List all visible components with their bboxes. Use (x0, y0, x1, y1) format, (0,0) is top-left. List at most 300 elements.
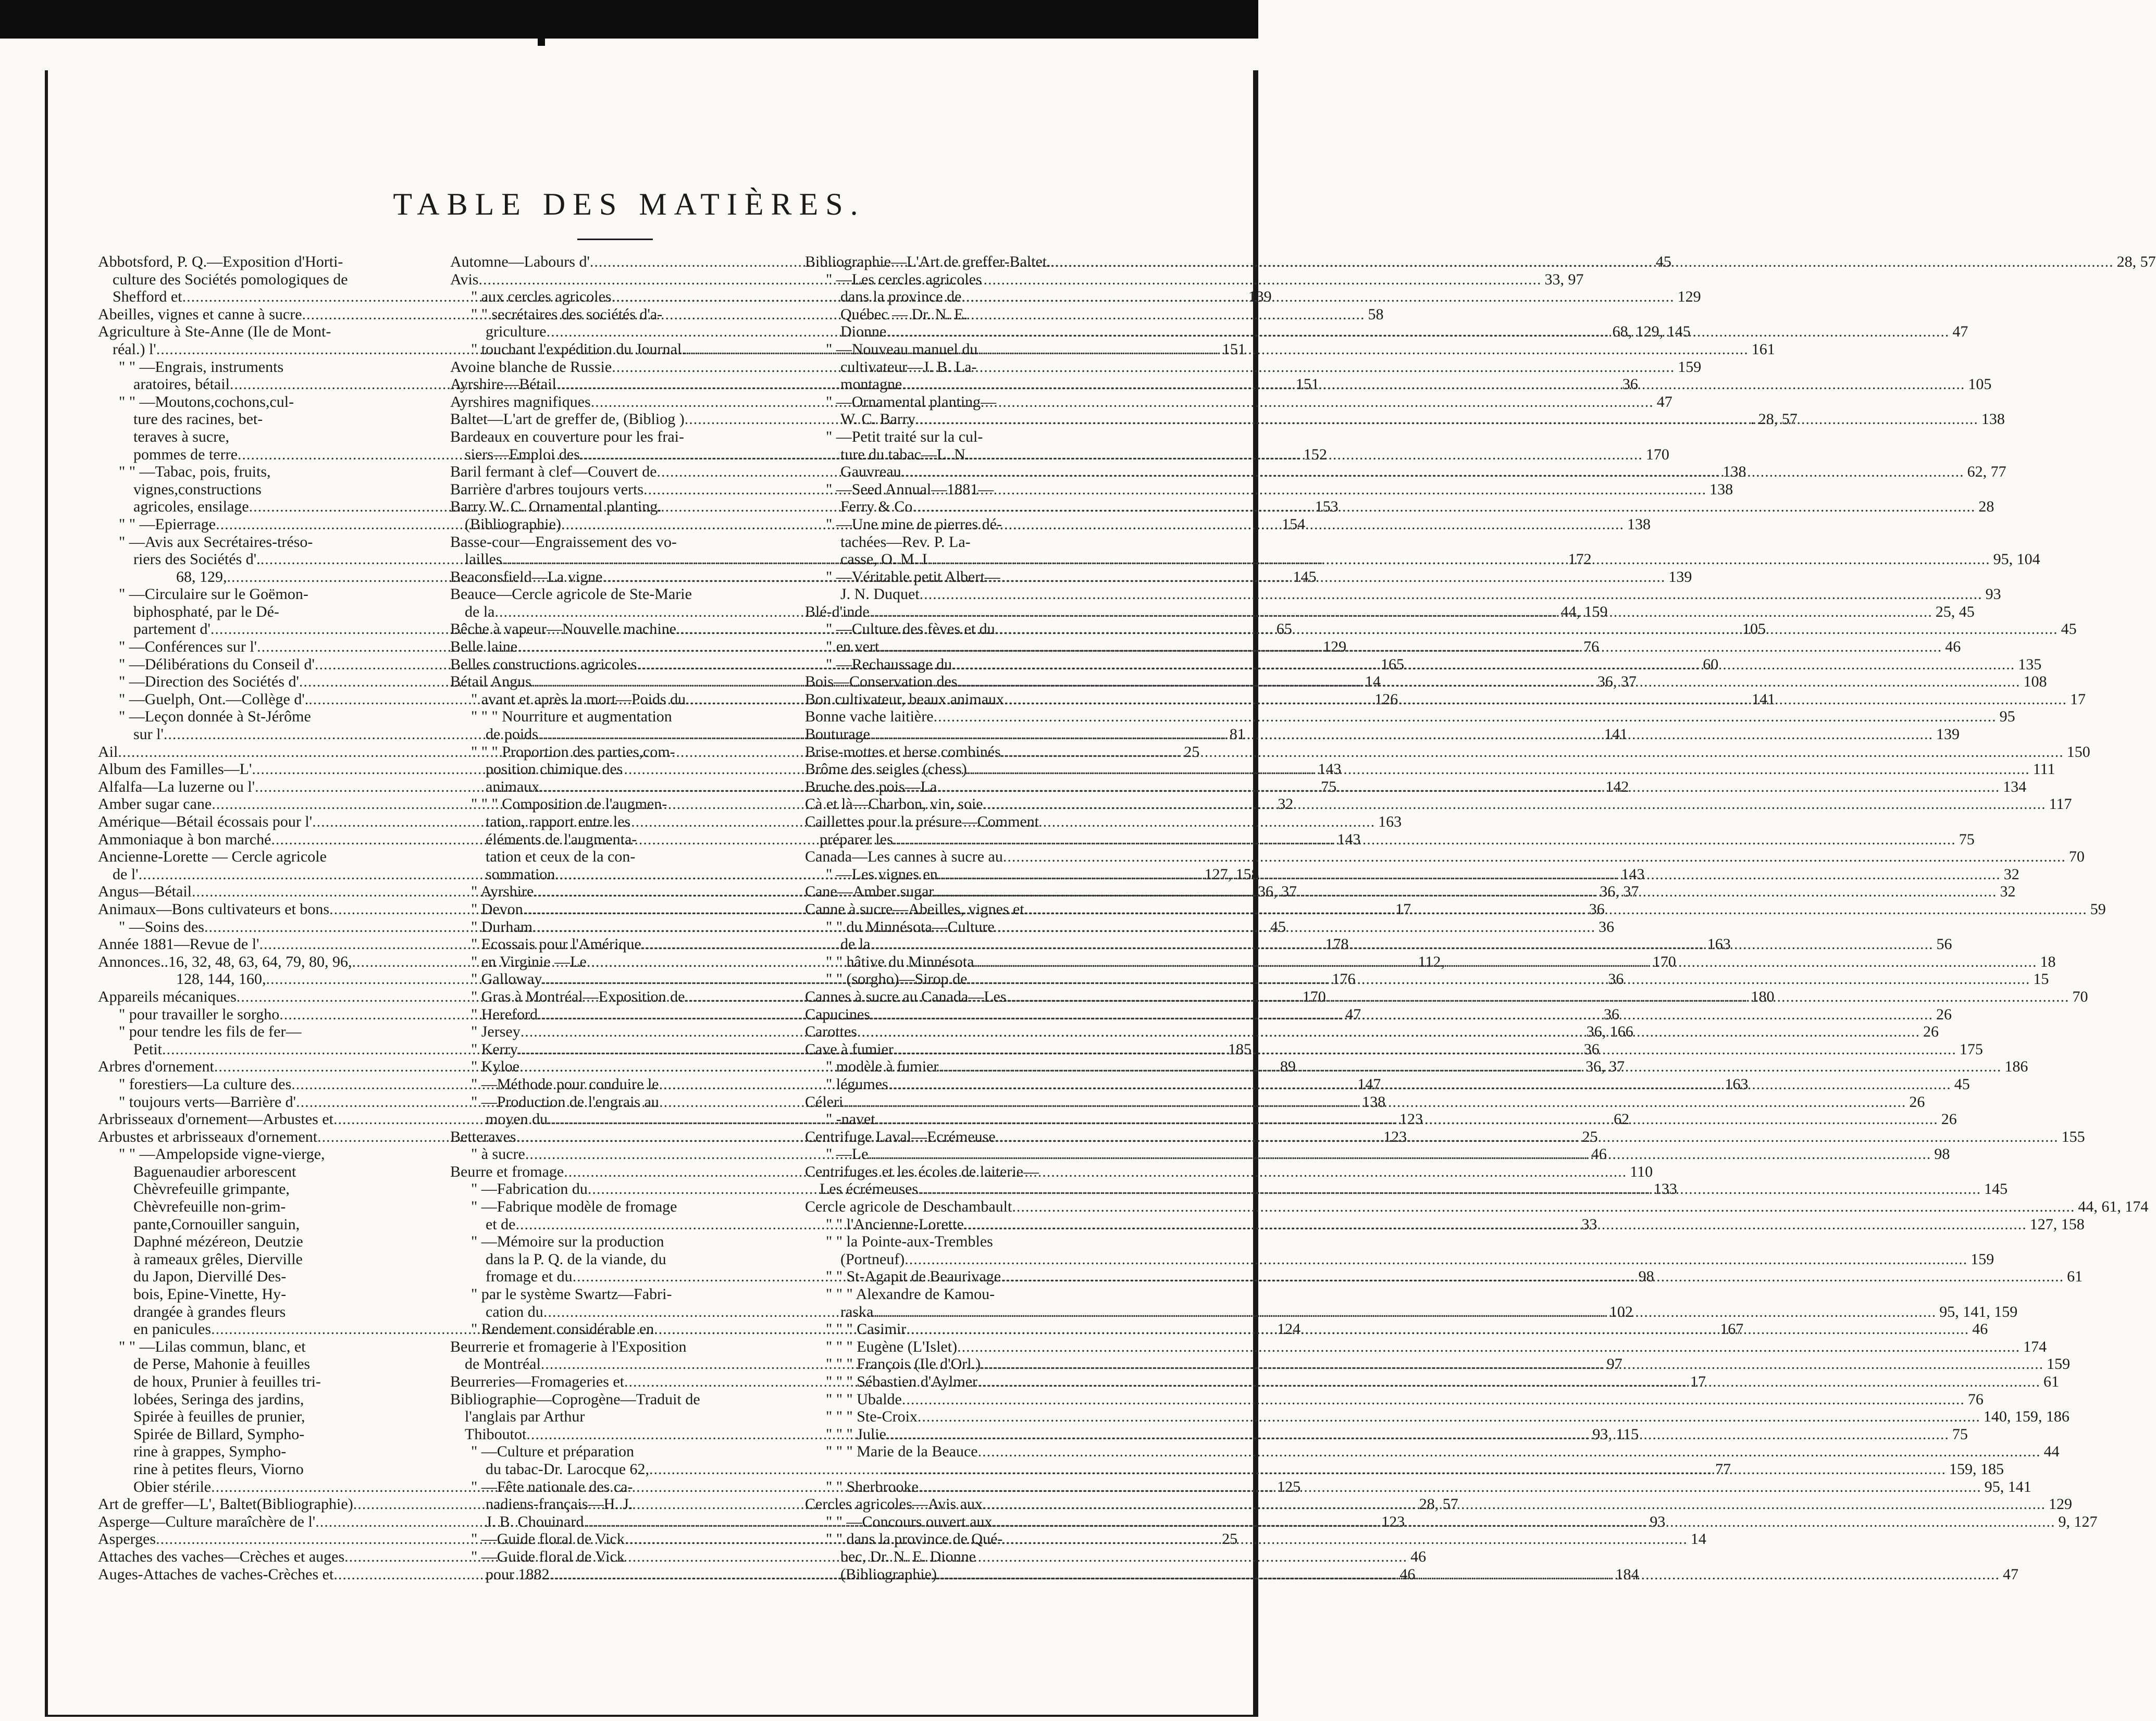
dot-leader (912, 498, 1975, 516)
dot-leader (919, 1478, 1981, 1496)
entry-text: " —Circulaire sur le Goëmon- (119, 585, 308, 603)
entry-text: Brise-mottes et herse combinés (805, 743, 1001, 760)
entry-text: Chèvrefeuille non-grim- (133, 1198, 286, 1216)
entry-text: sommation (486, 865, 555, 883)
entry-text: riers des Sociétés d'. (133, 551, 261, 568)
dot-leader (870, 726, 1933, 743)
entry-text: ture des racines, bet- (133, 410, 263, 428)
page-number: 124 (1277, 1320, 1301, 1338)
entry-text: Ancienne-Lorette — Cercle agricole (98, 848, 327, 866)
dot-leader (974, 953, 2037, 971)
entry-text: Betteraves (450, 1128, 516, 1145)
entry-text: " —Conférences sur l' (119, 638, 257, 656)
page-number: 152 (1303, 445, 1327, 463)
entry-text: " toujours verts—Barrière d' (119, 1093, 296, 1111)
entry-text: Bouturage (805, 726, 870, 743)
dot-leader (612, 288, 1675, 306)
entry-text: réal.) l' (113, 340, 156, 358)
entry-text: Auges-Attaches de vaches-Crèches et (98, 1565, 334, 1583)
entry-text: Carottes (805, 1023, 857, 1041)
entry-text: préparer les (820, 830, 893, 848)
entry-text: Baril fermant à clef—Couvert de (450, 463, 657, 481)
entry-text: " —Le (826, 1145, 869, 1163)
entry-text: du Japon, Diervillé Des- (133, 1268, 287, 1286)
entry-text: de poids (486, 726, 538, 743)
scan-left-edge (45, 70, 48, 1716)
entry-text: " —Une mine de pierres dé- (826, 515, 1002, 533)
page-number: 159 (2047, 1355, 2071, 1373)
entry-text: Bétail Angus (450, 673, 531, 691)
entry-text: " " du Minnésota—Culture (826, 918, 995, 936)
dot-leader (873, 1303, 1936, 1321)
page-number: 26 (1941, 1111, 1957, 1128)
entry-text: " Kerry (471, 1040, 518, 1058)
page-number: 163 (1378, 813, 1402, 830)
entry-text: agricoles, ensilage (133, 498, 249, 516)
page-number: 36 (1589, 900, 1605, 918)
page-number: 134 (2003, 778, 2027, 795)
dot-leader (1012, 1198, 2075, 1216)
page-number: 123 (1383, 1128, 1407, 1145)
entry-text: 68, 129, (176, 568, 227, 585)
page-number: 9, 127 (2058, 1513, 2098, 1530)
entry-text: Céleri (805, 1093, 844, 1111)
page-number: 45 (1270, 918, 1286, 936)
entry-text: à rameaux grêles, Dierville (133, 1250, 303, 1268)
dot-leader (981, 1355, 2043, 1373)
entry-text: " pour travailler le sorgho (119, 1005, 280, 1023)
entry-text: cation du (486, 1303, 543, 1320)
dot-leader (612, 358, 1675, 376)
entry-text: " " dans la province de Qué- (826, 1530, 1003, 1548)
page-number: 89 (1280, 1058, 1296, 1076)
entry-text: Agriculture à Ste-Anne (Ile de Mont- (98, 323, 331, 341)
entry-text: " " la Pointe-aux-Trembles (826, 1233, 993, 1251)
page-number: 77 (1715, 1460, 1731, 1478)
page-number: 98 (1638, 1268, 1654, 1286)
scan-tick-mark (538, 16, 545, 46)
entry-text: Cercle agricole de Deschambault (805, 1198, 1012, 1216)
page-number: 141 (1604, 726, 1628, 743)
page-number: 139 (1248, 288, 1272, 306)
entry-text: " " " Nourriture et augmentation (471, 708, 672, 726)
entry-text: " Ayrshire (471, 883, 534, 901)
page-number: 47 (2002, 1565, 2018, 1583)
entry-text: " —Les cercles agricoles (826, 270, 982, 288)
page-number: 165 (1380, 655, 1404, 673)
entry-text: Bonne vache laitière (805, 708, 934, 726)
entry-text: Arbustes et arbrisseaux d'ornement (98, 1128, 318, 1145)
entry-text: Attaches des vaches—Crèches et auges (98, 1548, 345, 1565)
page-number: 32 (2003, 865, 2019, 883)
page-number: 45 (2061, 620, 2077, 638)
page-number: 133 (1653, 1180, 1677, 1198)
entry-text: de la (840, 936, 871, 953)
dot-leader (937, 778, 2000, 796)
entry-text: " " " Sébastien d'Aylmer (826, 1373, 978, 1390)
page-number: 14 (1365, 673, 1381, 691)
page-number: 167 (1720, 1320, 1744, 1338)
page-number: 46 (1399, 1565, 1416, 1583)
page-number: 76 (1583, 638, 1600, 656)
entry-text: Petit (133, 1040, 163, 1058)
page-number: 105 (1742, 620, 1766, 638)
entry-text: pour 1882 (486, 1565, 550, 1583)
entry-text: de Perse, Mahonie à feuilles (133, 1355, 311, 1373)
page-number: 36 (1604, 1005, 1620, 1023)
entry-text: " légumes (826, 1075, 888, 1093)
page-number: 123 (1381, 1513, 1405, 1530)
page-number: 25 (1582, 1128, 1598, 1145)
entry-text: " " —Engrais, instruments (119, 358, 284, 376)
page-number: 170 (1652, 953, 1676, 970)
entry-text: Album des Familles—L' (98, 760, 252, 778)
entry-text: Arbrisseaux d'ornement—Arbustes et (98, 1111, 333, 1128)
dot-leader (938, 866, 2001, 883)
page-number: 18 (2040, 953, 2056, 970)
entry-text: dans la province de (840, 288, 962, 306)
entry-text: éléments de l'augmenta- (486, 830, 637, 848)
entry-text: " —Seed Annual—1881— (826, 480, 994, 498)
dot-leader (868, 1145, 1931, 1163)
dot-leader (893, 831, 1956, 849)
entry-text: Alfalfa—La luzerne ou l' (98, 778, 255, 795)
entry-text: " Jersey (471, 1023, 521, 1041)
entry-text: " " " Eugène (L'Islet) (826, 1338, 958, 1355)
entry-text: Asperges (98, 1530, 156, 1548)
page-number: 155 (2061, 1128, 2085, 1145)
dot-leader (1003, 848, 2066, 866)
dot-leader (1051, 253, 2114, 271)
page-number: 95, 141, 159 (1939, 1303, 2018, 1320)
entry-text: Blé-d'inde (805, 603, 870, 620)
page-number: 25 (1184, 743, 1200, 760)
page-number: 145 (1293, 568, 1317, 585)
page-number: 46 (1591, 1145, 1607, 1163)
entry-text: Cane—Amber sugar (805, 883, 934, 901)
page-number: 75 (1321, 778, 1337, 795)
page-number: 95, 104 (1993, 551, 2040, 568)
entry-text: J. B. Chouinard (486, 1513, 584, 1530)
entry-text: Thiboutot (465, 1425, 527, 1443)
dot-leader (1004, 691, 2067, 708)
entry-text: de l' (113, 865, 139, 883)
entry-text: " —Petit traité sur la cul- (826, 428, 983, 445)
entry-text: " —Guide floral de Vick (471, 1548, 625, 1565)
entry-text: Chèvrefeuille grimpante, (133, 1180, 290, 1198)
entry-text: tachées—Rev. P. La- (840, 533, 971, 551)
page-number: 65 (1276, 620, 1292, 638)
entry-text: " —Culture des fèves et du (826, 620, 995, 638)
dot-leader (1001, 743, 2064, 761)
entry-text: " " " François (Ile d'Orl.) (826, 1355, 981, 1373)
index-entry (805, 1408, 2070, 1426)
entry-text: bec, Dr. N. E. Dionne (840, 1548, 976, 1565)
entry-text: " —Guelph, Ont.—Collège d'. (119, 690, 309, 708)
entry-text: " Galloway (471, 970, 542, 988)
page-number: 138 (1723, 463, 1746, 481)
entry-text: Angus—Bétail (98, 883, 192, 901)
entry-text: Caillettes pour la présure—Comment (805, 813, 1039, 830)
entry-text: Gauvreau (840, 463, 901, 481)
page-number: 186 (2004, 1058, 2028, 1076)
entry-text: Cercles agricoles—Avis aux (805, 1495, 983, 1513)
page-number: 47 (1345, 1005, 1361, 1023)
page-number: 93 (1985, 585, 2001, 603)
entry-text: " " St-Agapit de Beaurivage (826, 1268, 1001, 1286)
entry-text: " —Direction des Sociétés d' (119, 673, 299, 691)
entry-text: casse, O. M. I (840, 551, 927, 568)
page-number: 36, 37 (1597, 673, 1637, 691)
entry-text: Avis (450, 270, 479, 288)
page-number: 180 (1751, 988, 1775, 1005)
entry-text: pommes de terre (133, 445, 238, 463)
entry-text: Beaconsfield—La vigne (450, 568, 603, 585)
page-number: 25 (1222, 1530, 1238, 1548)
page-number: 153 (1315, 498, 1339, 516)
entry-text: " " " Proportion des parties,com- (471, 743, 675, 760)
page-number: 36 (1583, 1040, 1600, 1058)
dot-leader (902, 376, 1965, 393)
entry-text: " Kyloe (471, 1058, 520, 1076)
page-number: 47 (1952, 323, 1968, 341)
entry-text: Ferry & Co (840, 498, 913, 516)
entry-text: fromage et du (486, 1268, 573, 1286)
dot-leader (937, 1566, 2000, 1583)
entry-text: moyen du (486, 1111, 548, 1128)
page-number: 28, 57 (1419, 1495, 1458, 1513)
page-number: 142 (1605, 778, 1629, 795)
entry-text: raska (840, 1303, 874, 1320)
page-number: 15 (2033, 970, 2049, 988)
entry-text: " Ecossais pour l'Amérique (471, 936, 641, 953)
entry-text: " —Leçon donnée à St-Jérôme (119, 708, 311, 726)
entry-text: Basse-cour—Engraissement des vo- (450, 533, 677, 551)
page-number: 129 (1323, 638, 1347, 656)
page-number: 17 (2070, 690, 2086, 708)
entry-text: Avoine blanche de Russie (450, 358, 612, 376)
page-number: 70 (2068, 848, 2085, 866)
entry-text: biphosphaté, par le Dé- (133, 603, 279, 620)
page-number: 163 (1725, 1075, 1749, 1093)
entry-text: " " " Composition de l'augmen- (471, 795, 667, 813)
entry-text: " aux cercles agricoles (471, 288, 612, 306)
entry-text: Obier stérile (133, 1478, 212, 1495)
page-number: 95, 141 (1984, 1478, 2031, 1495)
page-number: 184 (1615, 1565, 1639, 1583)
page-number: 44, 61, 174 (2078, 1198, 2149, 1216)
page-number: 138 (1362, 1093, 1386, 1111)
entry-text: griculture (486, 323, 547, 341)
entry-text: " " Sherbrooke (826, 1478, 919, 1495)
dot-leader (1007, 988, 2070, 1006)
page-number: 151 (1222, 340, 1246, 358)
entry-text: Abbotsford, P. Q.—Exposition d'Horti- (98, 253, 343, 270)
index-entry (805, 1198, 2149, 1216)
entry-text: " " —Tabac, pois, fruits, (119, 463, 271, 481)
page-number: 135 (2018, 655, 2042, 673)
page-number: 68, 129, 145 (1612, 323, 1691, 341)
page-number: 61 (2067, 1268, 2083, 1286)
entry-text: " —Culture et préparation (471, 1443, 634, 1461)
entry-text: Capucines (805, 1005, 870, 1023)
dot-leader (904, 1251, 1967, 1268)
entry-text: " —Ornamental planting— (826, 393, 997, 410)
page-number: 32 (2000, 883, 2016, 901)
dot-leader (938, 1058, 2001, 1076)
dot-leader (1001, 1268, 2064, 1286)
entry-text: partement d' (133, 620, 210, 638)
page-number: 56 (1936, 936, 1952, 953)
page-number: 105 (1968, 376, 1992, 393)
dot-leader (964, 1216, 2027, 1233)
page-title: TABLE DES MATIÈRES. (393, 187, 865, 221)
entry-text: Bruche des pois—La (805, 778, 937, 795)
entry-text: " —Méthode pour conduire le (471, 1075, 659, 1093)
page-number: 36 (1599, 918, 1615, 936)
dot-leader (978, 1443, 2041, 1461)
page-number: 161 (1751, 340, 1775, 358)
page-number: 147 (1357, 1075, 1381, 1093)
page-number: 159 (1678, 358, 1702, 376)
scan-bottom-edge (45, 1715, 1258, 1717)
entry-text: " Rendement considérable en (471, 1320, 654, 1338)
entry-text: Beauce—Cercle agricole de Ste-Marie (450, 585, 692, 603)
dot-leader (927, 551, 1990, 568)
dot-leader (870, 603, 1932, 621)
entry-text: " —Les vignes en (826, 865, 938, 883)
page-number: 159 (1971, 1250, 1994, 1268)
dot-leader (643, 481, 1706, 498)
page-number: 70 (2072, 988, 2088, 1005)
dot-leader (967, 970, 2030, 988)
entry-text: Barrière d'arbres toujours verts (450, 480, 644, 498)
entry-text: " " " Ubalde (826, 1390, 902, 1408)
entry-text: Canada—Les cannes à sucre au (805, 848, 1003, 866)
page-number: 47 (1656, 393, 1672, 410)
entry-text: tation et ceux de la con- (486, 848, 636, 866)
entry-text: Barry W. C. Ornamental planting. (450, 498, 662, 516)
page-number: 112, (1418, 953, 1445, 970)
index-entry (805, 1233, 1994, 1268)
entry-text: (Portneuf) (840, 1250, 905, 1268)
entry-text: lobées, Seringa des jardins, (133, 1390, 304, 1408)
entry-text: Appareils mécaniques (98, 988, 237, 1005)
entry-text: Québec — Dr. N. E. (840, 305, 968, 323)
entry-text: " —Guide floral de Vick (471, 1530, 625, 1548)
page-number: 150 (2066, 743, 2090, 760)
entry-text: Beurreries—Fromageries et (450, 1373, 625, 1390)
entry-text: (Bibliographie) (465, 515, 561, 533)
entry-text: " " —Ampelopside vigne-vierge, (119, 1145, 325, 1163)
page-number: 163 (1707, 936, 1731, 953)
page-number: 44 (2043, 1443, 2060, 1461)
entry-text: Centrifuge Laval—Ecrémeuse (805, 1128, 996, 1145)
entry-text: Bois—Conservation des (805, 673, 958, 691)
entry-text: dans la P. Q. de la viande, du (486, 1250, 666, 1268)
page-number: 110 (1630, 1163, 1653, 1180)
page-number: 178 (1325, 936, 1349, 953)
page-number: 28 (1978, 498, 1994, 516)
entry-text: " —Nouveau manuel du (826, 340, 978, 358)
page-number: . 28, 57 (1750, 410, 1798, 428)
page-number: 36 (1608, 970, 1624, 988)
dot-leader (967, 760, 2030, 778)
entry-text: " " " Marie de la Beauce (826, 1443, 978, 1461)
dot-leader (875, 1111, 1938, 1128)
entry-text: Brôme des seigles (chess) (805, 760, 967, 778)
page-number: 36, 166 (1586, 1023, 1633, 1041)
entry-text: " par le système Swartz—Fabri- (471, 1286, 672, 1303)
dot-leader (883, 1461, 1946, 1478)
entry-text: " " secrétaires des sociétés d'a- (471, 305, 663, 323)
dot-leader (894, 1041, 1956, 1058)
page-number: 36, 37 (1585, 1058, 1625, 1076)
page-number: 102 (1609, 1303, 1633, 1320)
page-number: 36 (1622, 376, 1638, 393)
entry-text: " " —Epierrage (119, 515, 216, 533)
entry-text: et de (486, 1215, 516, 1233)
dot-leader (902, 1391, 1965, 1408)
entry-text: 128, 144, 160, (176, 970, 266, 988)
entry-text: Bibliographie—L'Art de greffer-Baltet. (805, 253, 1051, 270)
entry-text: " —Avis aux Secrétaires-tréso- (119, 533, 313, 551)
dot-leader (870, 1006, 1933, 1024)
entry-text: " —Mémoire sur la production (471, 1233, 664, 1251)
page-number: 26 (1923, 1023, 1939, 1041)
page-number: 81 (1229, 726, 1245, 743)
page-number: 33, 97 (1544, 270, 1584, 288)
page-number: 44, 159 (1560, 603, 1608, 620)
dot-leader (992, 1513, 2055, 1531)
page-number: 129 (2049, 1495, 2073, 1513)
page-number: 141 (1752, 690, 1776, 708)
entry-text: tation, rapport entre les (486, 813, 631, 830)
dot-leader (918, 1180, 1981, 1198)
entry-text: " —Rechaussage du (826, 655, 952, 673)
entry-text: " Gras à Montréal—Exposition de (471, 988, 685, 1005)
page-number: 33 (1581, 1215, 1597, 1233)
page-number: 159, 185 (1949, 1460, 2004, 1478)
entry-text: (Bibliographie) (840, 1565, 937, 1583)
entry-text: Bêche à vapeur—Nouvelle machine (450, 620, 676, 638)
entry-text: " —Production de l'engrais au (471, 1093, 659, 1111)
entry-text: Beurrerie et fromagerie à l'Exposition (450, 1338, 687, 1355)
entry-text: Dionne (840, 323, 887, 341)
page-number: 170 (1302, 988, 1326, 1005)
page-number: 151 (1295, 376, 1319, 393)
page-number: 123 (1399, 1111, 1423, 1128)
page-number: 126 (1374, 690, 1398, 708)
entry-text: " —Fabrication du (471, 1180, 588, 1198)
page-number: 108 (2023, 673, 2047, 691)
page-number: 145 (1984, 1180, 2008, 1198)
entry-text: Les écrémeuses (820, 1180, 919, 1198)
index-entry (805, 708, 2015, 726)
entry-text: vignes,constructions (133, 480, 262, 498)
entry-text: du tabac-Dr. Larocque 62, (486, 1460, 650, 1478)
page-number: 32 (1278, 795, 1294, 813)
entry-text: Ammoniaque à bon marché (98, 830, 271, 848)
page-number: 14 (1690, 1530, 1706, 1548)
page-number: 176 (1332, 970, 1356, 988)
entry-text: Annonces..16, 32, 48, 63, 64, 79, 80, 96, (98, 953, 352, 970)
entry-text: Animaux—Bons cultivateurs et bons (98, 900, 330, 918)
dot-leader (625, 1530, 1688, 1548)
page-number: 175 (1959, 1040, 1983, 1058)
entry-text: de houx, Prunier à feuilles tri- (133, 1373, 321, 1390)
dot-leader (918, 1408, 1980, 1426)
